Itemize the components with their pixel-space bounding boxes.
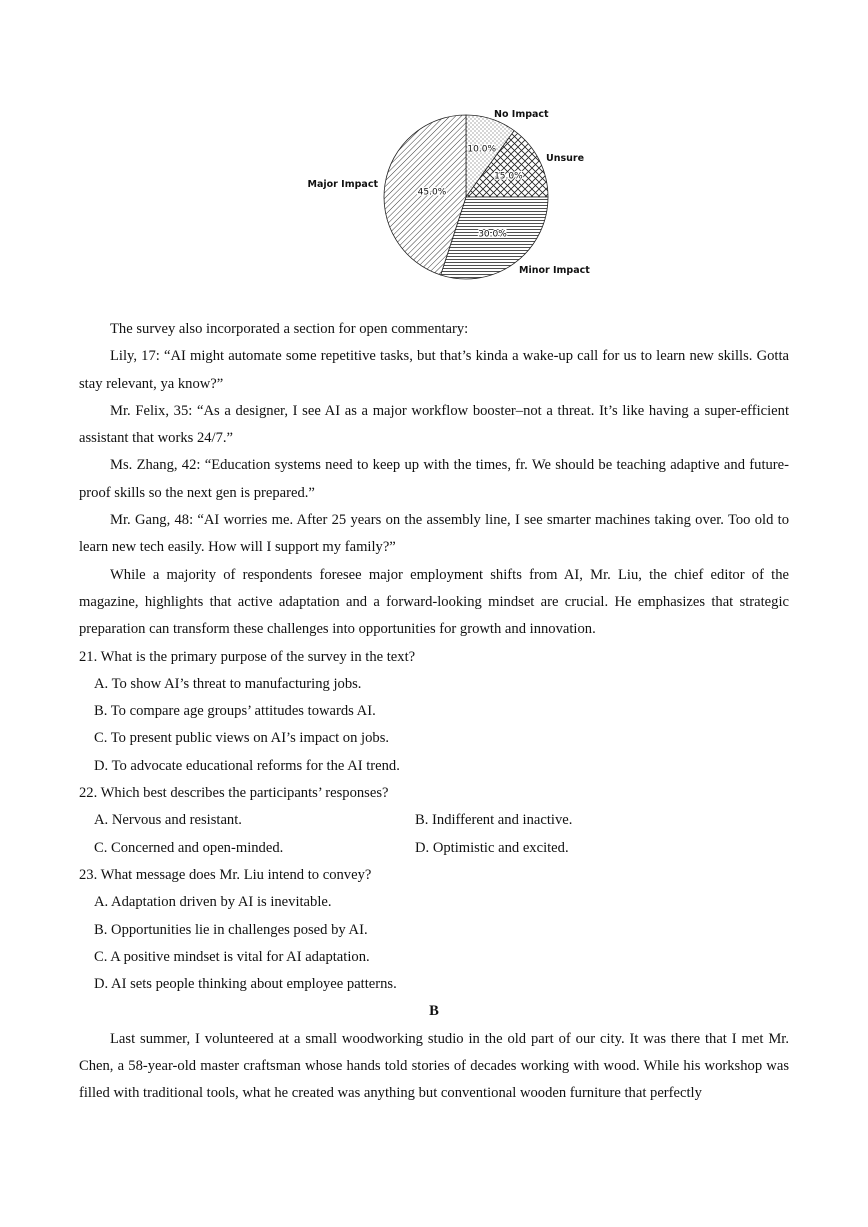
pie-category-label: Unsure <box>546 153 585 164</box>
q23-option-c: C. A positive mindset is vital for AI adaptation. <box>94 948 370 965</box>
q22-options-row-1 <box>79 807 789 834</box>
q23-option-b: B. Opportunities lie in challenges posed by AI. <box>94 921 368 938</box>
q21-option-c: C. To present public views on AI’s impact on jobs. <box>94 730 390 747</box>
q21-option-d: D. To advocate educational reforms for the AI trend. <box>94 757 400 774</box>
pie-chart-svg <box>0 0 868 300</box>
question-23: 23. What message does Mr. Liu intend to convey? <box>79 866 372 883</box>
pie-pct-label: 10.0% <box>467 144 497 155</box>
comment-zhang: Ms. Zhang, 42: “Education systems need to keep up with the times, fr. We should be teaching adaptive and future-proof skills so the next gen is prepared.” <box>79 457 789 501</box>
intro-paragraph: The survey also incorporated a section for open commentary: <box>110 321 469 337</box>
comment-felix: Mr. Felix, 35: “As a designer, I see AI as a major workflow booster–not a threat. It’s like having a super-efficient assistant that works 24/7.” <box>79 402 789 447</box>
comment-gang: Mr. Gang, 48: “AI worries me. After 25 years on the assembly line, I see smarter machines taking over. Too old to learn new tech easily. How will I support my family?” <box>79 512 789 556</box>
section-heading: B <box>429 1003 439 1020</box>
question-21: 21. What is the primary purpose of the survey in the text? <box>79 648 416 665</box>
document-body <box>79 316 789 1108</box>
pie-category-label: No Impact <box>494 109 549 120</box>
q22-option-b: B. Indifferent and inactive. <box>415 812 573 829</box>
q22-option-c: C. Concerned and open-minded. <box>94 839 284 856</box>
pie-pct-label: 15.0% <box>494 171 523 182</box>
q23-option-d: D. AI sets people thinking about employee patterns. <box>94 976 397 993</box>
pie-chart <box>0 0 868 300</box>
q22-option-a: A. Nervous and resistant. <box>94 812 242 829</box>
comment-lily: Lily, 17: “AI might automate some repetitive tasks, but that’s kinda a wake-up call for us to learn new skills. Gotta stay relevant, ya know?” <box>79 348 789 392</box>
conclusion-paragraph: While a majority of respondents foresee major employment shifts from AI, Mr. Liu, the chief editor of the magazine, highlights that active adaptation and a forward-looking mindset are crucial. He emphasizes that strategic preparation can transform these challenges into opportunities for growth and innovation. <box>79 566 789 638</box>
q23-option-a: A. Adaptation driven by AI is inevitable. <box>94 894 332 911</box>
question-22: 22. Which best describes the participants’ responses? <box>79 785 389 802</box>
passage-b-paragraph: Last summer, I volunteered at a small woodworking studio in the old part of our city. It was there that I met Mr. Chen, a 58-year-old master craftsman whose hands told stories of decades working with wood. While his workshop was filled with traditional tools, what he created was anything but conventional wooden furniture that perfectly <box>79 1030 789 1102</box>
q22-options-row-2 <box>79 835 789 862</box>
pie-category-label: Minor Impact <box>519 265 590 276</box>
q21-option-a: A. To show AI’s threat to manufacturing jobs. <box>94 675 362 692</box>
pie-pct-label: 45.0% <box>417 187 447 198</box>
pie-category-label: Major Impact <box>307 179 378 190</box>
q22-option-d: D. Optimistic and excited. <box>415 839 569 856</box>
pie-pct-label: 30.0% <box>478 229 507 240</box>
q21-option-b: B. To compare age groups’ attitudes towards AI. <box>94 703 376 720</box>
